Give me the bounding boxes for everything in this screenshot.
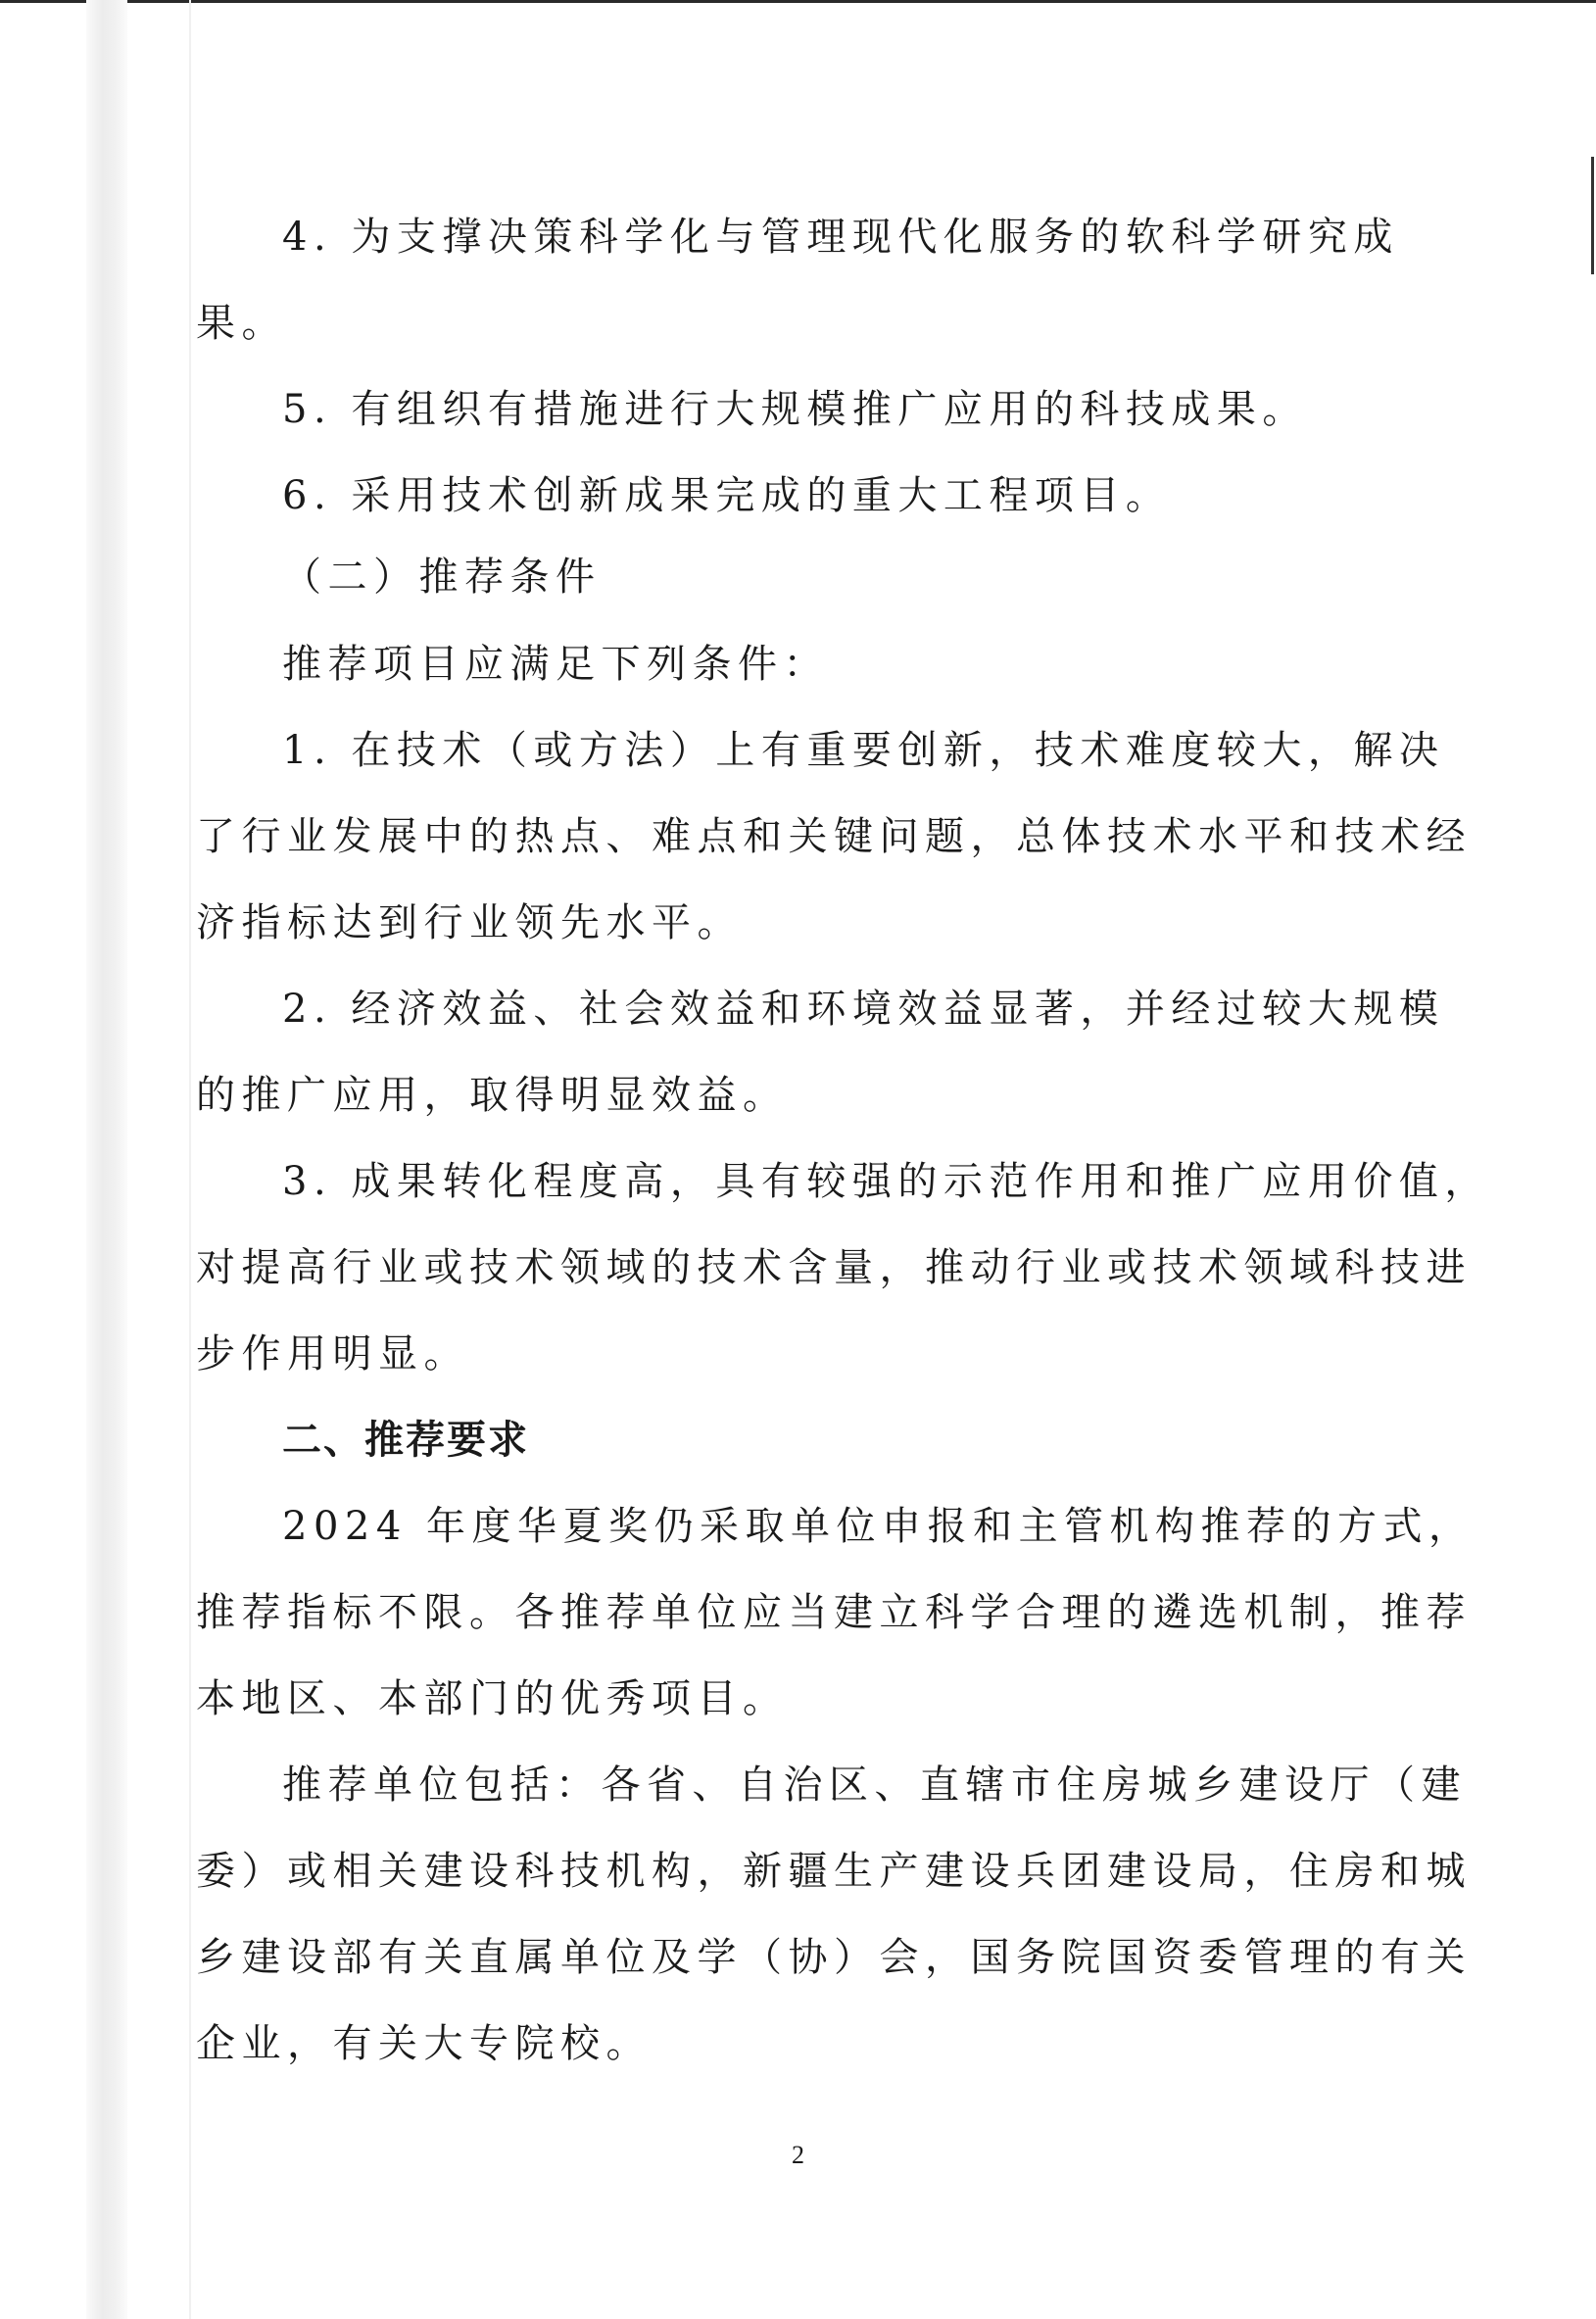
scan-margin-line: [189, 0, 191, 2319]
text-line: 推荐项目应满足下列条件：: [282, 642, 829, 687]
text-line: 推荐指标不限。各推荐单位应当建立科学合理的遴选机制，推荐: [196, 1590, 1472, 1635]
text-line: 2024 年度华夏奖仍采取单位申报和主管机构推荐的方式，: [282, 1504, 1475, 1549]
text-line: 6. 采用技术创新成果完成的重大工程项目。: [282, 473, 1172, 518]
text-line: 推荐单位包括：各省、自治区、直辖市住房城乡建设厅（建: [282, 1763, 1467, 1808]
text-line: 2. 经济效益、社会效益和环境效益显著，并经过较大规模: [282, 987, 1445, 1032]
text-line: 了行业发展中的热点、难点和关键问题，总体技术水平和技术经: [196, 814, 1472, 859]
scan-right-edge-mark: [1591, 157, 1594, 274]
text-line: 的推广应用，取得明显效益。: [196, 1073, 789, 1118]
text-line: 委）或相关建设科技机构，新疆生产建设兵团建设局，住房和城: [196, 1849, 1472, 1894]
subsection-heading: （二）推荐条件: [282, 555, 602, 600]
text-line: 企业，有关大专院校。: [196, 2021, 652, 2066]
text-line: 对提高行业或技术领域的技术含量，推动行业或技术领域科技进: [196, 1245, 1472, 1290]
text-line: 4. 为支撑决策科学化与管理现代化服务的软科学研究成: [282, 215, 1399, 260]
text-line: 1. 在技术（或方法）上有重要创新，技术难度较大，解决: [282, 728, 1445, 773]
text-line: 步作用明显。: [196, 1331, 469, 1377]
text-line: 济指标达到行业领先水平。: [196, 900, 743, 945]
text-line: 3. 成果转化程度高，具有较强的示范作用和推广应用价值，: [282, 1159, 1490, 1204]
scan-top-edge: [0, 0, 1596, 3]
text-line: 果。: [196, 301, 287, 346]
section-heading: 二、推荐要求: [282, 1418, 529, 1463]
text-line: 5. 有组织有措施进行大规模推广应用的科技成果。: [282, 387, 1308, 432]
scan-binding-shadow: [86, 0, 127, 2319]
text-line: 本地区、本部门的优秀项目。: [196, 1676, 789, 1721]
page-number: 2: [792, 2141, 804, 2169]
text-line: 乡建设部有关直属单位及学（协）会，国务院国资委管理的有关: [196, 1935, 1472, 1980]
